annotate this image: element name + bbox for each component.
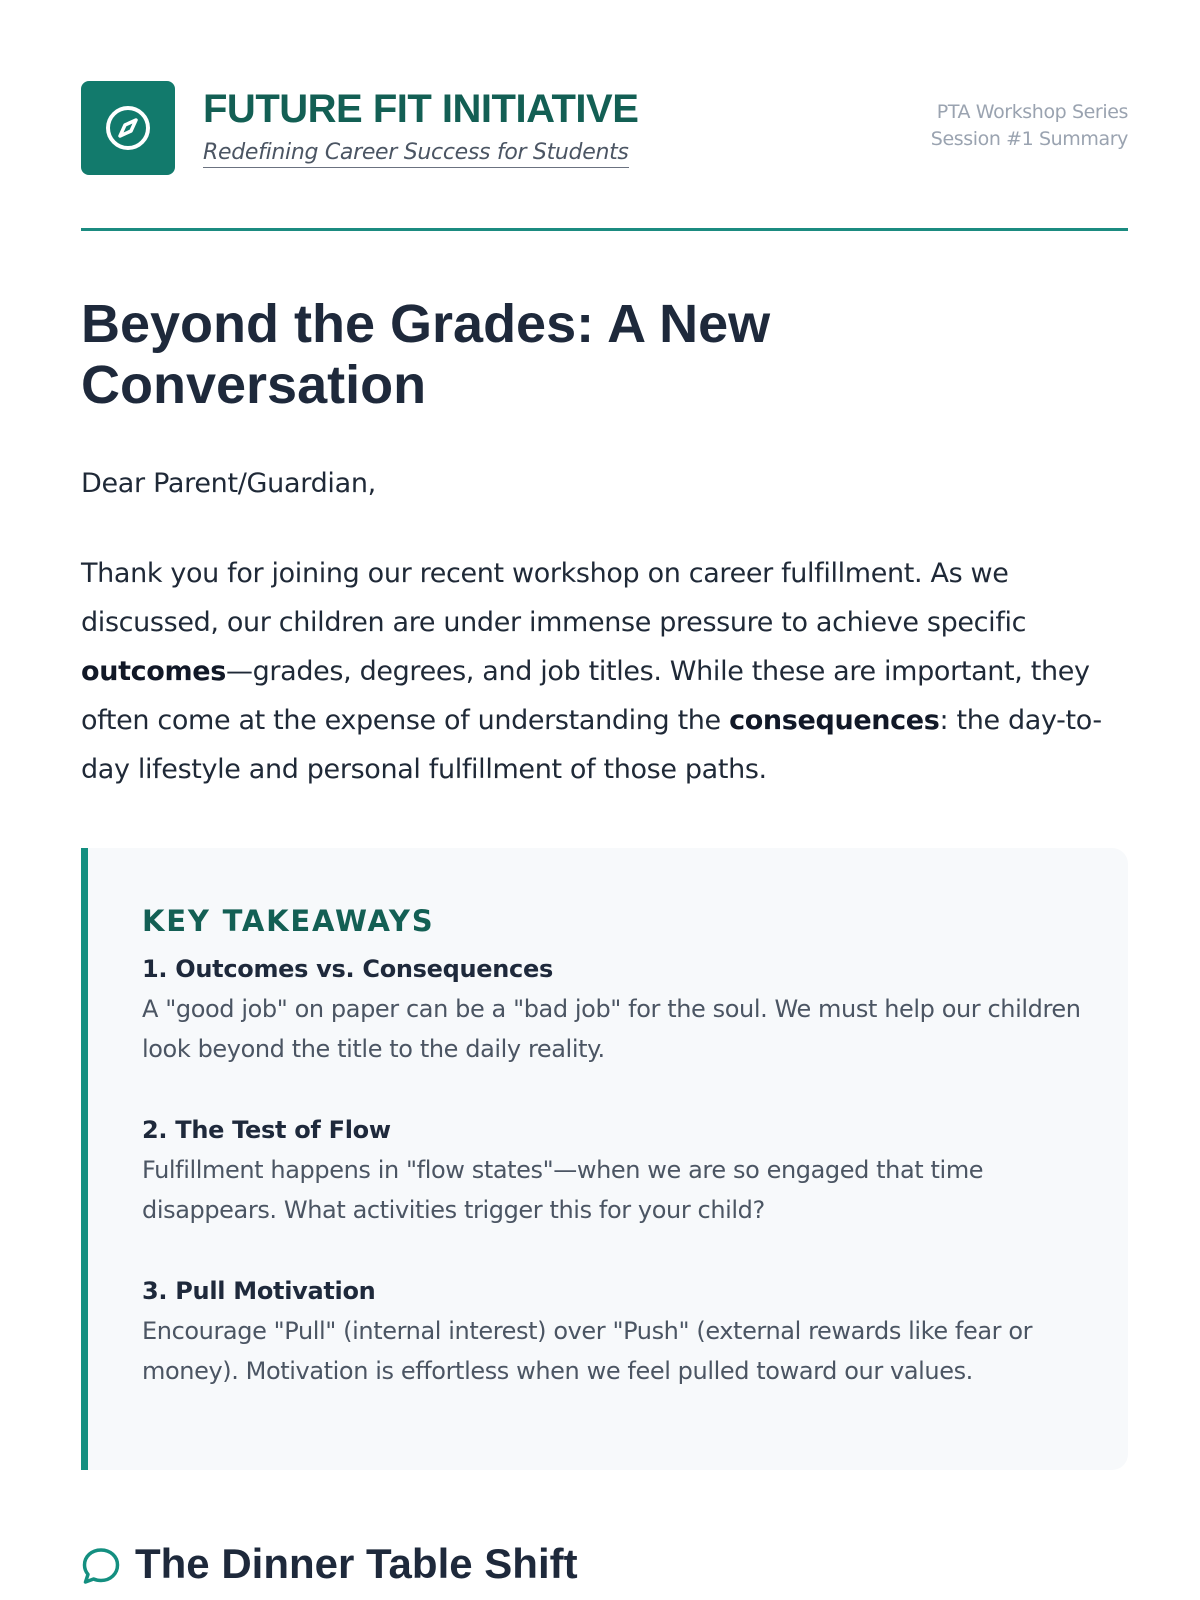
intro-text-1: Thank you for joining our recent workshop on career fulfillment. As we discussed, our children are under immense pressure to achieve specific (81, 558, 1027, 638)
chat-bubble-icon (81, 1546, 121, 1586)
logo-badge (81, 81, 175, 175)
page-title: Beyond the Grades: A New Conversation (81, 294, 771, 415)
takeaway-body: Encourage "Pull" (internal interest) over "Push" (external rewards like fear or money). Motivation is effortless when we feel pulled toward our values. (142, 1317, 1033, 1385)
brand-title: FUTURE FIT INITIATIVE (203, 87, 639, 131)
series-meta (931, 99, 1128, 153)
key-takeaways-panel (81, 848, 1128, 1470)
takeaway-body: Fulfillment happens in "flow states"—when we are so engaged that time disappears. What activities trigger this for your child? (142, 1156, 984, 1224)
series-name: PTA Workshop Series (936, 101, 1128, 123)
session-label: Session #1 Summary (930, 128, 1128, 150)
takeaway-title: 3. Pull Motivation (142, 1277, 376, 1305)
takeaway-title: 1. Outcomes vs. Consequences (142, 955, 553, 983)
brand-tagline: Redefining Career Success for Students (203, 139, 629, 168)
takeaway-body: A "good job" on paper can be a "bad job" for the soul. We must help our children look beyond the title to the daily reality. (142, 995, 1081, 1063)
intro-paragraph (81, 549, 1141, 794)
intro-emphasis-outcomes: outcomes (81, 656, 226, 687)
takeaway-item (142, 953, 1082, 1069)
intro-text-3: : the day-to-day lifestyle and personal fulfillment of those paths. (81, 705, 1102, 785)
takeaway-item (142, 1114, 1082, 1230)
takeaways-heading: KEY TAKEAWAYS (142, 904, 435, 938)
intro-text-2: —grades, degrees, and job titles. While these are important, they often come at the expense of understanding the (81, 656, 1090, 736)
header-divider (81, 228, 1128, 231)
salutation: Dear Parent/Guardian, (81, 468, 376, 499)
document-header (81, 81, 1128, 176)
section-title: The Dinner Table Shift (135, 1540, 578, 1587)
intro-emphasis-consequences: consequences (729, 705, 940, 736)
takeaway-title: 2. The Test of Flow (142, 1116, 391, 1144)
takeaway-item (142, 1275, 1082, 1391)
compass-icon (103, 103, 153, 153)
